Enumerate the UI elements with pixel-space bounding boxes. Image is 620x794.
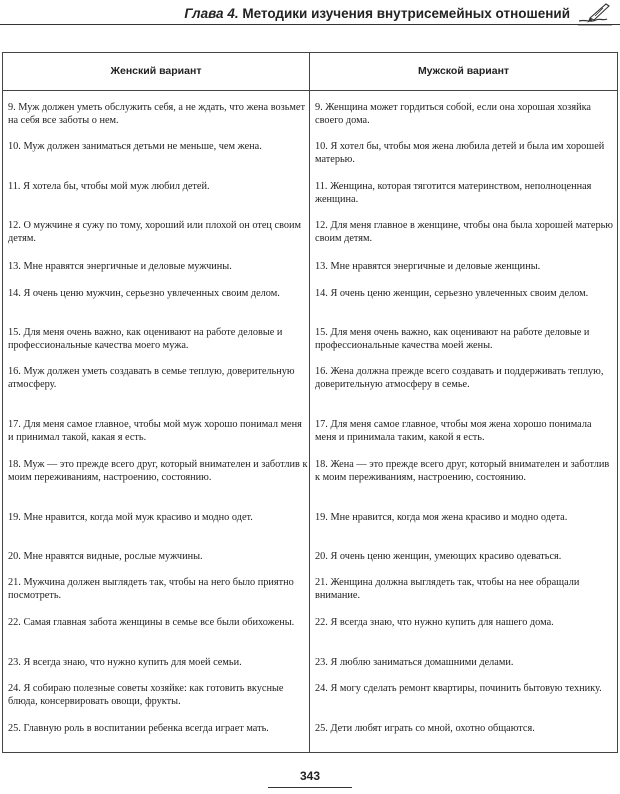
female-item-20: 20. Мне нравятся видные, рослые мужчины. [8,551,203,562]
female-item-11: 11. Я хотела бы, чтобы мой муж любил детей. [8,181,210,192]
female-item-15: 15. Для меня очень важно, как оценивают на работе деловые и профессиональные качества моего мужа. [8,327,283,352]
male-item-9: 9. Женщина может гордиться собой, если она хорошая хозяйка своего дома. [315,102,591,127]
female-item-23: 23. Я всегда знаю, что нужно купить для моей семьи. [8,657,242,668]
male-item-13: 13. Мне нравятся энергичные и деловые женщины. [315,261,541,272]
page-number-rule [268,787,352,788]
male-item-23: 23. Я люблю заниматься домашними делами. [315,657,514,668]
column-header-female: Женский вариант [110,65,202,77]
male-item-19: 19. Мне нравится, когда моя жена красиво и модно одета. [315,512,568,523]
comparison-table [2,52,618,753]
column-divider [309,53,310,752]
male-item-18: 18. Жена — это прежде всего друг, который внимателен и заботлив к моим переживаниям, настроению, состоянию. [315,459,610,484]
page-header [0,0,620,28]
male-item-12: 12. Для меня главное в женщине, чтобы она была хорошей матерью своим детям. [315,220,613,245]
female-item-12: 12. О мужчине я сужу по тому, хороший или плохой он отец своим детям. [8,220,302,245]
header-rule [0,24,620,25]
male-item-16: 16. Жена должна прежде всего создавать и поддерживать теплую, доверительную атмосферу в семье. [315,366,604,391]
female-item-10: 10. Муж должен заниматься детьми не меньше, чем жена. [8,141,262,152]
male-item-14: 14. Я очень ценю женщин, серьезно увлеченных своим делом. [315,288,589,299]
female-item-14: 14. Я очень ценю мужчин, серьезно увлеченных своим делом. [8,288,280,299]
female-item-16: 16. Муж должен уметь создавать в семье теплую, доверительную атмосферу. [8,366,295,391]
male-item-25: 25. Дети любят играть со мной, охотно общаются. [315,723,535,734]
male-item-11: 11. Женщина, которая тяготится материнством, неполноценная женщина. [315,181,592,206]
female-item-24: 24. Я собираю полезные советы хозяйке: как готовить вкусные блюда, консервировать овощи, фрукты. [8,683,284,708]
female-item-25: 25. Главную роль в воспитании ребенка всегда играет мать. [8,723,269,734]
female-item-17: 17. Для меня самое главное, чтобы мой муж хорошо понимал меня и принимал такой, какая я есть. [8,419,302,444]
female-item-13: 13. Мне нравятся энергичные и деловые мужчины. [8,261,232,272]
column-header-male: Мужской вариант [417,65,510,77]
male-item-24: 24. Я могу сделать ремонт квартиры, починить бытовую технику. [315,683,602,694]
page-number: 343 [299,769,321,783]
male-item-17: 17. Для меня самое главное, чтобы моя жена хорошо понимала меня и принимала таким, какой я есть. [315,419,592,444]
chapter-title: Методики изучения внутрисемейных отношений [242,6,570,21]
female-item-9: 9. Муж должен уметь обслужить себя, а не ждать, что жена возьмет на себя все заботы о нем. [8,102,305,127]
male-item-22: 22. Я всегда знаю, что нужно купить для нашего дома. [315,617,554,628]
chapter-label: Глава 4. [184,6,239,21]
female-item-18: 18. Муж — это прежде всего друг, который внимателен и заботлив к моим переживаниям, настроению, состоянию. [8,459,308,484]
male-item-15: 15. Для меня очень важно, как оценивают на работе деловые и профессиональные качества моей жены. [315,327,590,352]
male-item-10: 10. Я хотел бы, чтобы моя жена любила детей и была им хорошей матерью. [315,141,605,166]
male-item-21: 21. Женщина должна выглядеть так, чтобы на нее обращали внимание. [315,577,580,602]
table-header-row [3,53,617,91]
female-item-21: 21. Мужчина должен выглядеть так, чтобы на него было приятно посмотреть. [8,577,294,602]
male-item-20: 20. Я очень ценю женщин, умеющих красиво одеваться. [315,551,562,562]
running-title [184,6,570,21]
female-item-22: 22. Самая главная забота женщины в семье все были обихожены. [8,617,295,628]
female-item-19: 19. Мне нравится, когда мой муж красиво и модно одет. [8,512,253,523]
